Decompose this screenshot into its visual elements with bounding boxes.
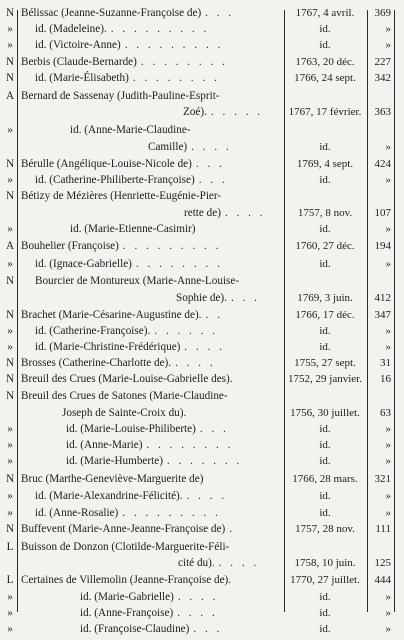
entry-date: 1752, 29 janvier. — [288, 373, 362, 385]
entry-name-text: Bérulle (Angélique-Louise-Nicole de) — [21, 158, 192, 170]
entry-name-text: Bourcier de Montureux (Marie-Anne-Louise- — [35, 275, 240, 287]
entry-date: id. — [319, 341, 331, 353]
entry-name-text: Sophie de). — [176, 292, 227, 304]
table-row — [0, 355, 404, 371]
entry-name — [35, 21, 281, 37]
leader-dots: . . . — [199, 423, 229, 435]
entry-name-text: Buffevent (Marie-Anne-Jeanne-Françoise de) — [21, 523, 226, 535]
table-row — [0, 621, 404, 637]
entry-name-text: id. (Marie-Etienne-Casimir) — [70, 223, 196, 235]
row-marker: » — [7, 39, 13, 51]
leader-dots: . . — [205, 309, 223, 321]
entry-number: 63 — [380, 407, 391, 419]
table-row — [0, 205, 404, 221]
table-row — [0, 307, 404, 323]
leader-dots: . . . . . . . . . — [122, 507, 221, 519]
entry-date: id. — [319, 141, 331, 153]
leader-dots: . . . . . — [210, 106, 264, 118]
row-marker: N — [5, 72, 15, 84]
entry-name — [80, 589, 281, 605]
entry-date: id. — [319, 623, 331, 635]
entry-name — [35, 339, 281, 355]
table-row — [0, 70, 404, 86]
row-marker: » — [7, 174, 13, 186]
table-row — [0, 539, 404, 555]
entry-name-text: id. (Anne-Rosalie) — [35, 507, 119, 519]
table-row — [0, 54, 404, 70]
entry-name — [176, 290, 281, 306]
entry-number: » — [385, 439, 391, 451]
entry-date: 1758, 10 juin. — [294, 557, 356, 569]
entry-name-text: id. (Françoise-Claudine) — [80, 623, 190, 635]
table-row — [0, 437, 404, 453]
leader-dots: . . . . . . . . — [132, 72, 220, 84]
row-marker: N — [5, 190, 15, 202]
entry-date: id. — [319, 174, 331, 186]
entry-name — [148, 139, 281, 155]
entry-name-text: Bétizy de Mézières (Henriette-Eugénie-Pier- — [21, 190, 222, 202]
leader-dots: . . . . — [184, 341, 225, 353]
table-row — [0, 388, 404, 404]
entry-number: » — [385, 507, 391, 519]
leader-dots: . . . . — [177, 607, 218, 619]
entry-date: id. — [319, 423, 331, 435]
entry-name-text: id. (Marie-Christine-Frédérique) — [35, 341, 181, 353]
row-marker: N — [5, 473, 15, 485]
row-marker: L — [6, 541, 14, 553]
entry-number: » — [385, 223, 391, 235]
row-marker: » — [7, 455, 13, 467]
table-row — [0, 139, 404, 155]
leader-dots: . . . . — [175, 357, 216, 369]
entry-date: 1766, 17 déc. — [295, 309, 355, 321]
entry-name — [70, 122, 281, 138]
row-marker: N — [5, 158, 15, 170]
row-marker: N — [5, 523, 15, 535]
entry-name — [183, 104, 281, 120]
leader-dots: . . . . — [218, 557, 260, 569]
entry-name — [35, 37, 281, 53]
entry-date: 1766, 28 mars. — [292, 473, 358, 485]
row-marker: » — [7, 124, 13, 136]
table-row — [0, 238, 404, 254]
leader-dots: . . . — [205, 7, 235, 19]
entry-name — [80, 605, 281, 621]
entry-date: id. — [319, 23, 331, 35]
entry-name-text: id. (Anne-Françoise) — [80, 607, 174, 619]
table-row — [0, 572, 404, 588]
table-row — [0, 605, 404, 621]
entry-number: » — [385, 174, 391, 186]
entry-name-text: Buisson de Donzon (Clotilde-Marguerite-Féli- — [21, 541, 230, 553]
row-marker: » — [7, 439, 13, 451]
table-row — [0, 405, 404, 421]
leader-dots: . . . — [193, 623, 223, 635]
entry-name-text: Joseph de Sainte-Croix du). — [62, 407, 187, 419]
row-marker: » — [7, 325, 13, 337]
entry-name — [35, 323, 281, 339]
leader-dots: . . . — [230, 292, 260, 304]
entry-name — [35, 273, 281, 289]
table-row — [0, 256, 404, 272]
entry-number: 412 — [374, 292, 391, 304]
row-marker: A — [5, 90, 15, 102]
entry-name-text: Breuil des Crues de Satones (Marie-Claudine- — [21, 390, 228, 402]
row-marker: N — [5, 7, 15, 19]
entry-date: 1767, 17 février. — [288, 106, 362, 118]
entry-number: » — [385, 39, 391, 51]
table-row — [0, 37, 404, 53]
entry-number: » — [385, 423, 391, 435]
table-row — [0, 273, 404, 289]
row-marker: » — [7, 507, 13, 519]
entry-name — [21, 371, 281, 387]
leader-dots: . . . . . . . . — [140, 56, 228, 68]
entry-date: 1757, 8 nov. — [297, 207, 353, 219]
entry-name — [80, 621, 281, 637]
row-marker: A — [5, 240, 15, 252]
entry-name — [35, 70, 281, 86]
entry-name — [21, 5, 281, 21]
entry-name-text: rette de) — [184, 207, 221, 219]
table-row — [0, 88, 404, 104]
entry-name — [21, 388, 281, 404]
table-row — [0, 221, 404, 237]
entry-name-text: id. (Marie-Humberte) — [66, 455, 163, 467]
table-row — [0, 323, 404, 339]
entry-name-text: id. (Catherine-Philiberte-Françoise) — [35, 174, 195, 186]
entry-number: 31 — [380, 357, 391, 369]
row-marker: N — [5, 275, 15, 287]
entry-date: 1757, 28 nov. — [295, 523, 355, 535]
entry-number: 321 — [374, 473, 391, 485]
table-row — [0, 21, 404, 37]
entry-name-text: id. (Marie-Gabrielle) — [80, 591, 174, 603]
leader-dots: . . . . . . — [154, 325, 219, 337]
entry-name — [21, 238, 281, 254]
entry-number: 194 — [374, 240, 391, 252]
entry-number: 363 — [374, 106, 391, 118]
entry-date: 1763, 20 déc. — [295, 56, 355, 68]
row-marker: » — [7, 423, 13, 435]
entry-name — [184, 205, 281, 221]
entry-name-text: Berbis (Claude-Bernarde) — [21, 56, 137, 68]
entry-date: 1770, 27 juillet. — [290, 574, 360, 586]
table-row — [0, 188, 404, 204]
entry-date: id. — [319, 39, 331, 51]
entry-name-text: Brachet (Marie-Césarine-Augustine de). — [21, 309, 202, 321]
entry-name — [21, 539, 281, 555]
row-marker: » — [7, 490, 13, 502]
entry-name — [21, 355, 281, 371]
entry-name-text: id. (Marie-Louise-Philiberte) — [66, 423, 196, 435]
row-marker: » — [7, 258, 13, 270]
entry-number: 369 — [374, 7, 391, 19]
entry-number: 227 — [374, 56, 391, 68]
entry-name — [70, 221, 281, 237]
leader-dots: . . . . . . . . — [146, 439, 234, 451]
entry-number: » — [385, 607, 391, 619]
leader-dots: . . . . . . . . . — [110, 23, 210, 35]
entry-number: » — [385, 325, 391, 337]
entry-number: » — [385, 490, 391, 502]
table-row — [0, 339, 404, 355]
entry-name — [21, 572, 281, 588]
entry-number: » — [385, 23, 391, 35]
entry-number: 107 — [374, 207, 391, 219]
leader-dots: . . . . . . . . . — [122, 240, 222, 252]
entry-name — [21, 88, 281, 104]
entry-date: id. — [319, 439, 331, 451]
row-marker: » — [7, 623, 13, 635]
entry-number: » — [385, 341, 391, 353]
entry-number: » — [385, 258, 391, 270]
entry-name-text: id. (Anne-Marie-Claudine- — [70, 124, 191, 136]
entry-name-text: Brosses (Catherine-Charlotte de). — [21, 357, 172, 369]
row-marker: » — [7, 591, 13, 603]
entry-name-text: Camille) — [148, 141, 188, 153]
entry-name — [35, 505, 281, 521]
table-row — [0, 505, 404, 521]
entry-date: 1766, 24 sept. — [294, 72, 356, 84]
table-row — [0, 453, 404, 469]
leader-dots: . . . . — [177, 591, 219, 603]
entry-name — [62, 405, 281, 421]
entry-date: id. — [319, 490, 331, 502]
table-row — [0, 290, 404, 306]
entry-name-text: Bruc (Marthe-Geneviève-Marguerite de) — [21, 473, 204, 485]
row-marker: N — [5, 373, 15, 385]
entry-name — [66, 437, 281, 453]
entry-name-text: Breuil des Crues (Marie-Louise-Gabrielle des). — [21, 373, 233, 385]
entry-date: 1769, 4 sept. — [296, 158, 354, 170]
table-row — [0, 371, 404, 387]
entry-name-text: Bélissac (Jeanne-Suzanne-Françoise de) — [21, 7, 202, 19]
entry-name — [178, 555, 281, 571]
entry-name-text: Bernard de Sassenay (Judith-Pauline-Esprit- — [21, 90, 220, 102]
row-marker: N — [5, 390, 15, 402]
table-row — [0, 5, 404, 21]
entry-name-text: id. (Marie-Élisabeth) — [35, 72, 129, 84]
leader-dots: . . . . . . . . . — [124, 39, 224, 51]
leader-dots: . . . . — [186, 490, 228, 502]
entry-name — [21, 156, 281, 172]
entry-name-text: id. (Ignace-Gabrielle) — [35, 258, 132, 270]
leader-dots: . . . . — [191, 141, 232, 153]
table-row — [0, 172, 404, 188]
entry-date: id. — [319, 223, 331, 235]
entry-name — [21, 307, 281, 323]
row-marker: » — [7, 341, 13, 353]
leader-dots: . . . . — [224, 207, 266, 219]
entry-name-text: cité du). — [178, 557, 215, 569]
entry-date: 1760, 27 déc. — [295, 240, 355, 252]
entry-date: id. — [319, 607, 331, 619]
table-row — [0, 421, 404, 437]
entry-number: » — [385, 455, 391, 467]
table-row — [0, 122, 404, 138]
entry-number: 444 — [374, 574, 391, 586]
entry-number: » — [385, 623, 391, 635]
table-row — [0, 471, 404, 487]
entry-name — [35, 256, 281, 272]
entry-number: » — [385, 141, 391, 153]
row-marker: » — [7, 223, 13, 235]
entry-date: id. — [319, 591, 331, 603]
row-marker: N — [5, 357, 15, 369]
entry-name-text: Zoé). — [183, 106, 207, 118]
row-marker: » — [7, 607, 13, 619]
entry-date: id. — [319, 258, 331, 270]
table-row — [0, 521, 404, 537]
entry-name — [21, 471, 281, 487]
leader-dots: . . . — [198, 174, 228, 186]
entry-date: id. — [319, 507, 331, 519]
entry-date: 1767, 4 avril. — [295, 7, 355, 19]
leader-dots: . — [229, 523, 235, 535]
table-row — [0, 488, 404, 504]
row-marker: N — [5, 56, 15, 68]
entry-name — [66, 421, 281, 437]
entry-number: 125 — [374, 557, 391, 569]
table-row — [0, 156, 404, 172]
row-marker: N — [5, 309, 15, 321]
entry-number: 424 — [374, 158, 391, 170]
leader-dots: . . . . . . . . — [135, 258, 223, 270]
table-row — [0, 589, 404, 605]
entry-name-text: Bouhelier (Françoise) — [21, 240, 119, 252]
entry-name — [35, 488, 281, 504]
entry-number: » — [385, 591, 391, 603]
entry-name-text: id. (Victoire-Anne) — [35, 39, 121, 51]
entry-name — [66, 453, 281, 469]
entry-date: id. — [319, 325, 331, 337]
leader-dots: . . . — [195, 158, 225, 170]
row-marker: » — [7, 23, 13, 35]
entry-date: 1756, 30 juillet. — [290, 407, 360, 419]
entry-name — [21, 521, 281, 537]
entry-number: 342 — [374, 72, 391, 84]
leader-dots: . . . . . . . — [166, 455, 243, 467]
entry-name-text: id. (Catherine-Françoise). — [35, 325, 151, 337]
entry-number: 347 — [374, 309, 391, 321]
table-row — [0, 555, 404, 571]
entry-number: 16 — [380, 373, 391, 385]
entry-name-text: id. (Madeleine). — [35, 23, 107, 35]
entry-date: 1769, 3 juin. — [297, 292, 353, 304]
entry-name-text: id. (Anne-Marie) — [66, 439, 143, 451]
entry-name — [35, 172, 281, 188]
entry-name — [21, 188, 281, 204]
entry-date: 1755, 27 sept. — [294, 357, 356, 369]
entry-name-text: id. (Marie-Alexandrine-Félicité). — [35, 490, 183, 502]
entry-date: id. — [319, 455, 331, 467]
row-marker: L — [6, 574, 14, 586]
table-row — [0, 104, 404, 120]
entry-number: 111 — [375, 523, 391, 535]
entry-name-text: Certaines de Villemolin (Jeanne-Françoise de). — [21, 574, 232, 586]
entry-name — [21, 54, 281, 70]
